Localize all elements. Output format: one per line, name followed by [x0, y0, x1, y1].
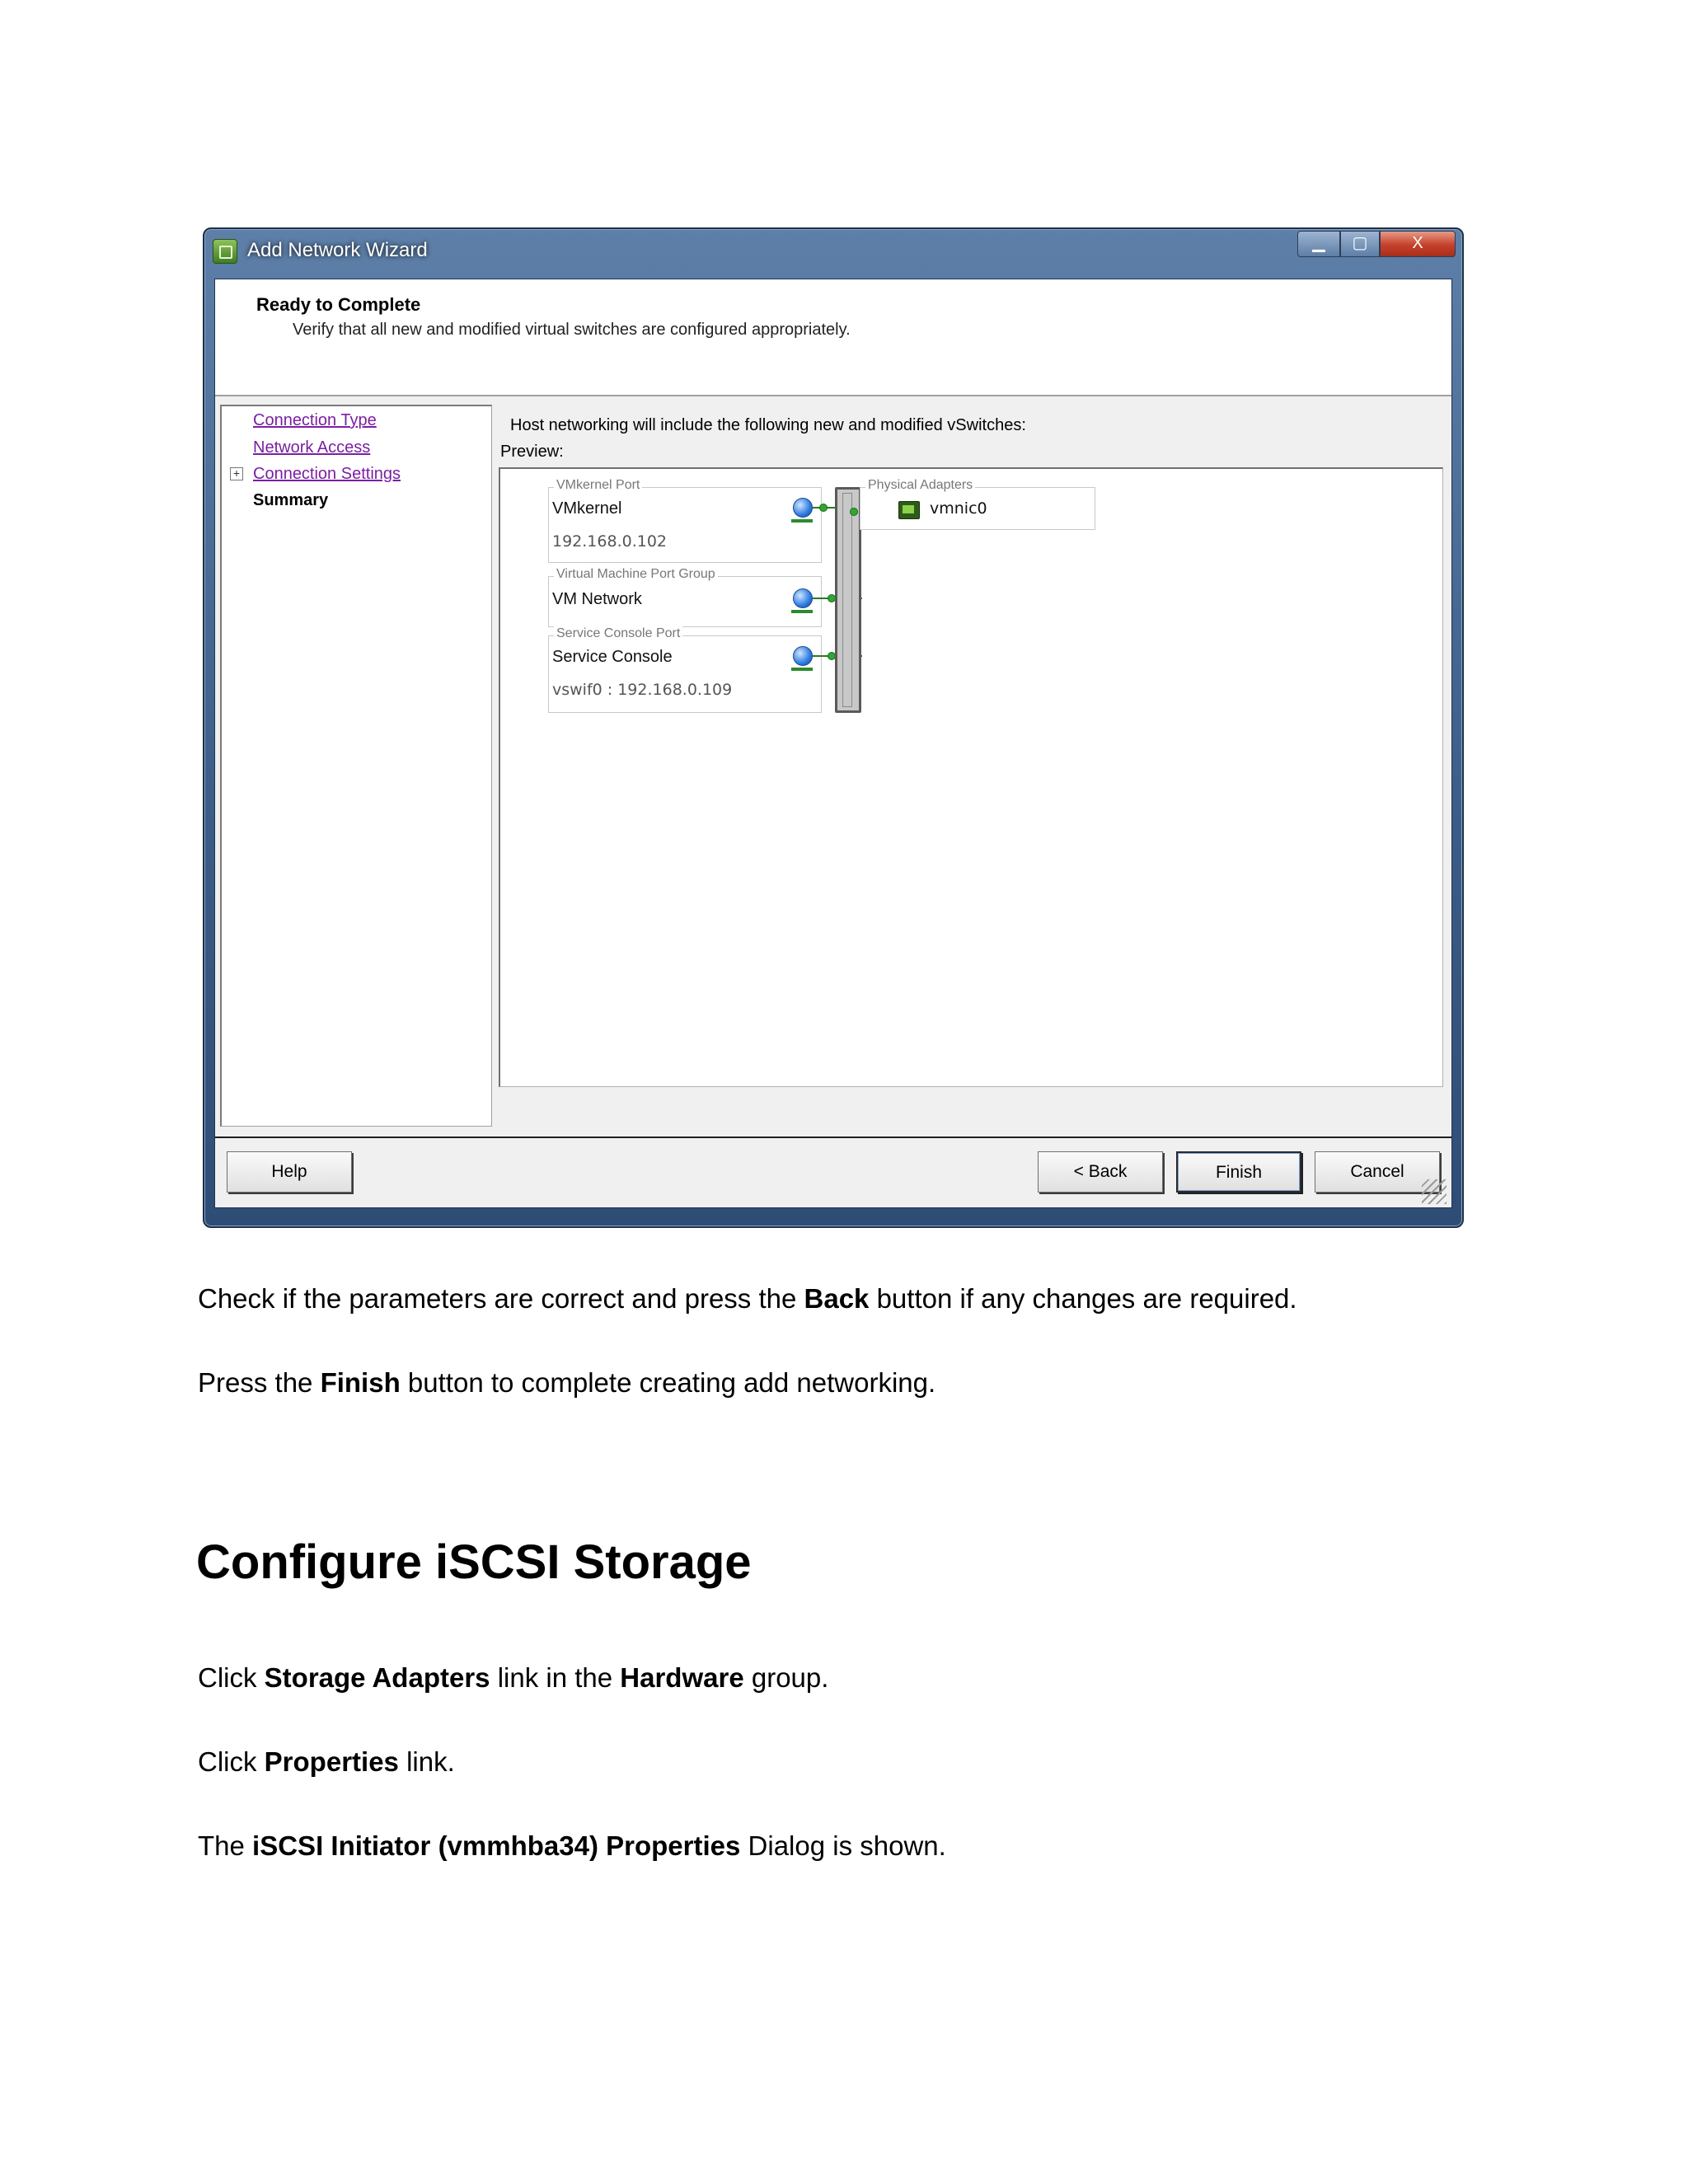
port-group-service-console [548, 626, 822, 713]
paragraph-click-properties [198, 1746, 455, 1779]
paragraph-press-finish [198, 1366, 935, 1399]
port-group-legend: Service Console Port [554, 626, 682, 641]
port-group-name: VM Network [552, 590, 642, 608]
text-run: Click [198, 1746, 265, 1777]
port-group-ip: vswif0 : 192.168.0.109 [552, 681, 733, 699]
text-run: group. [743, 1662, 829, 1693]
network-globe-icon [793, 498, 813, 518]
button-separator [215, 1137, 1451, 1138]
physical-adapters-group [860, 478, 1095, 530]
nav-link-connection-type[interactable]: Connection Type [253, 411, 377, 429]
nav-link-network-access[interactable]: Network Access [253, 438, 371, 457]
wizard-app-icon [213, 239, 237, 264]
preview-label: Preview: [500, 443, 564, 461]
globe-base-icon [791, 668, 813, 671]
text-run: button to complete creating add networking. [400, 1367, 936, 1398]
port-group-name: Service Console [552, 648, 673, 666]
section-heading: Configure iSCSI Storage [196, 1535, 752, 1589]
network-card-icon [898, 501, 920, 519]
finish-button[interactable]: Finish [1176, 1151, 1301, 1193]
port-group-vm-network [548, 567, 822, 627]
window-title: Add Network Wizard [247, 239, 428, 261]
step-title: Ready to Complete [256, 294, 421, 315]
port-group-vmkernel [548, 478, 822, 563]
text-run: link. [398, 1746, 455, 1777]
wizard-header [215, 279, 1451, 396]
globe-base-icon [791, 610, 813, 613]
physical-adapters-legend: Physical Adapters [865, 478, 975, 493]
port-connector-icon [819, 504, 828, 512]
paragraph-storage-adapters [198, 1661, 828, 1694]
wizard-nav-pane [220, 405, 492, 1127]
paragraph-iscsi-dialog [198, 1830, 946, 1863]
text-run: Click [198, 1662, 265, 1693]
uplink-connector-icon [850, 508, 858, 516]
physical-adapter-name: vmnic0 [930, 499, 987, 518]
nav-link-connection-settings[interactable]: Connection Settings [253, 465, 401, 483]
minimize-button[interactable]: ▁ [1297, 231, 1340, 257]
text-run: Dialog is shown. [740, 1830, 946, 1861]
text-run: button if any changes are required. [869, 1283, 1297, 1314]
text-bold-hardware: Hardware [620, 1662, 744, 1693]
vswitch-bar-inner [842, 493, 852, 707]
text-bold-iscsi-properties: iSCSI Initiator (vmmhba34) Properties [252, 1830, 741, 1861]
maximize-button[interactable]: ▢ [1340, 231, 1380, 257]
paragraph-check-parameters [198, 1282, 1297, 1315]
text-bold-properties: Properties [264, 1746, 399, 1777]
network-globe-icon [793, 646, 813, 666]
step-subtitle: Verify that all new and modified virtual switches are configured appropriately. [293, 321, 851, 339]
expand-icon[interactable]: + [230, 467, 243, 480]
nav-item-summary: Summary [253, 491, 329, 509]
help-button[interactable]: Help [227, 1151, 352, 1193]
port-group-legend: VMkernel Port [554, 478, 642, 493]
text-bold-storage-adapters: Storage Adapters [264, 1662, 490, 1693]
port-group-ip: 192.168.0.102 [552, 532, 668, 551]
text-run: link in the [490, 1662, 621, 1693]
network-globe-icon [793, 588, 813, 608]
close-button[interactable]: X [1380, 231, 1456, 257]
text-bold-finish: Finish [320, 1367, 401, 1398]
wizard-client-area [214, 279, 1452, 1208]
text-run: Check if the parameters are correct and press the [198, 1283, 804, 1314]
globe-base-icon [791, 519, 813, 523]
vswitch-bar [835, 487, 861, 713]
text-bold-back: Back [804, 1283, 870, 1314]
add-network-wizard-window [203, 227, 1464, 1228]
port-group-name: VMkernel [552, 499, 622, 518]
cancel-button[interactable]: Cancel [1315, 1151, 1440, 1193]
vswitch-preview-panel [499, 467, 1443, 1087]
text-run: The [198, 1830, 253, 1861]
back-button[interactable]: < Back [1038, 1151, 1163, 1193]
content-intro-text: Host networking will include the following new and modified vSwitches: [510, 416, 1026, 434]
text-run: Press the [198, 1367, 321, 1398]
resize-grip-icon[interactable] [1422, 1179, 1447, 1204]
port-group-legend: Virtual Machine Port Group [554, 567, 718, 582]
